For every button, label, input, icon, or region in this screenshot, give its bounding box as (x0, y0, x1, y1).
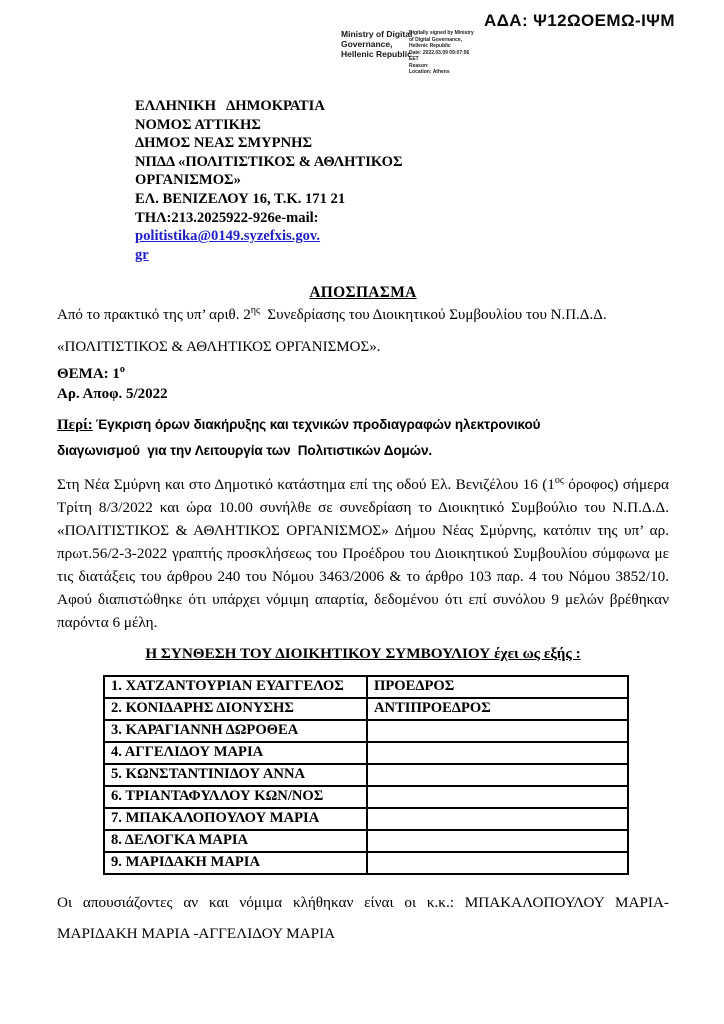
table-row (104, 830, 628, 852)
subject-text-line1: Έγκριση όρων διακήρυξης και τεχνικών προδιαγραφών ηλεκτρονικού (95, 417, 541, 432)
subject-label: Περί: (57, 417, 93, 433)
member-name-cell: 2. ΚΟΝΙΔΑΡΗΣ ΔΙΟΝΥΣΗΣ (104, 698, 367, 720)
table-row (104, 698, 628, 720)
table-row (104, 676, 628, 698)
subject-text-line2: διαγωνισμού για την Λειτουργία των Πολιτιστικών Δομών. (57, 443, 433, 458)
org-header-line: ΝΠΔΔ «ΠΟΛΙΤΙΣΤΙΚΟΣ & ΑΘΛΗΤΙΚΟΣ (135, 153, 403, 170)
intro-superscript: ης (250, 305, 260, 316)
member-role-cell (367, 808, 628, 830)
theme-superscript: ο (119, 364, 125, 375)
stamp-detail-line: EET (409, 56, 419, 62)
member-role-cell (367, 852, 628, 874)
document-title: ΑΠΟΣΠΑΣΜΑ (309, 284, 417, 301)
extract-intro-line2: «ΠΟΛΙΤΙΣΤΙΚΟΣ & ΑΘΛΗΤΙΚΟΣ ΟΡΓΑΝΙΣΜΟΣ». (57, 339, 381, 355)
digital-signature-stamp-details (409, 30, 499, 76)
member-role-cell (367, 720, 628, 742)
stamp-authority-line: Ministry of Digital (341, 29, 413, 39)
org-header-line: ΕΛ. ΒΕΝΙΖΕΛΟΥ 16, Τ.Κ. 171 21 (135, 190, 346, 207)
table-row (104, 786, 628, 808)
stamp-authority-line: Hellenic Republic (341, 49, 412, 60)
member-role-cell (367, 742, 628, 764)
member-name-cell: 7. ΜΠΑΚΑΛΟΠΟΥΛΟΥ ΜΑΡΙΑ (104, 808, 367, 830)
member-role-cell (367, 764, 628, 786)
member-role-cell: ΠΡΟΕΔΡΟΣ (367, 676, 628, 698)
org-header-line: ΝΟΜΟΣ ΑΤΤΙΚΗΣ (135, 116, 261, 133)
decision-number: Αρ. Αποφ. 5/2022 (57, 386, 168, 402)
stamp-detail-line: Reason: (409, 62, 429, 69)
intro-text: Συνεδρίασης του Διοικητικού Συμβουλίου του Ν.Π.Δ.Δ. (259, 307, 607, 323)
stamp-detail-line: of Digital Governance, (409, 36, 463, 43)
intro-text: Από το πρακτικό της υπ’ αριθ. 2 (57, 307, 251, 323)
session-superscript: ος (554, 474, 564, 486)
member-name-cell: 5. ΚΩΝΣΤΑΝΤΙΝΙΔΟΥ ΑΝΝΑ (104, 764, 367, 786)
subject-block (57, 412, 669, 464)
stamp-detail-line: Location: Athens (409, 69, 450, 75)
absent-members-paragraph (57, 891, 669, 945)
stamp-authority-line: Governance, (341, 39, 393, 50)
email-link[interactable] (135, 227, 470, 265)
table-row (104, 720, 628, 742)
org-header-line: ΔΗΜΟΣ ΝΕΑΣ ΣΜΥΡΝΗΣ (135, 135, 313, 152)
session-text: Στη Νέα Σμύρνη και στο Δημοτικό κατάστημα επί της οδού Ελ. Βενιζέλου 16 (1 (57, 476, 555, 493)
table-row (104, 742, 628, 764)
member-name-cell: 4. ΑΓΓΕΛΙΔΟΥ ΜΑΡΙΑ (104, 742, 367, 764)
theme-label: ΘΕΜΑ: 1 (57, 366, 120, 382)
stamp-detail-line: Date: 2022.03.09 09:07:56 (409, 49, 470, 56)
document-body (57, 284, 669, 945)
stamp-detail-line: Hellenic Republic (409, 43, 451, 49)
stamp-detail-line: Digitally signed by Ministry (409, 30, 474, 36)
member-role-cell: ΑΝΤΙΠΡΟΕΔΡΟΣ (367, 698, 628, 720)
member-name-cell: 1. ΧΑΤΖΑΝΤΟΥΡΙΑΝ ΕΥΑΓΓΕΛΟΣ (104, 676, 367, 698)
org-header-line: ΕΛΛΗΝΙΚΗ ΔΗΜΟΚΡΑΤΙΑ (135, 98, 325, 114)
session-paragraph (57, 473, 669, 634)
ada-code: ΑΔΑ: Ψ12ΩΟΕΜΩ-ΙΨΜ (484, 11, 675, 30)
member-name-cell: 3. ΚΑΡΑΓΙΑΝΝΗ ΔΩΡΟΘΕΑ (104, 720, 367, 742)
member-name-cell: 6. ΤΡΙΑΝΤΑΦΥΛΛΟΥ ΚΩΝ/ΝΟΣ (104, 786, 367, 808)
email-link-line2[interactable]: gr (135, 247, 149, 264)
board-members-table (103, 675, 629, 875)
table-row (104, 808, 628, 830)
absent-line1: Οι απουσιάζοντες αν και νόμιμα κλήθηκαν είναι οι κ.κ.: ΜΠΑΚΑΛΟΠΟΥΛΟΥ ΜΑΡΙΑ- (57, 894, 669, 911)
email-link-line1[interactable]: politistika@0149.syzefxis.gov. (135, 228, 321, 245)
absent-line2: ΜΑΡΙΔΑΚΗ ΜΑΡΙΑ -ΑΓΓΕΛΙΔΟΥ ΜΑΡΙΑ (57, 925, 336, 942)
org-header-line: ΟΡΓΑΝΙΣΜΟΣ» (135, 172, 241, 189)
member-role-cell (367, 830, 628, 852)
extract-intro-line1 (57, 307, 669, 324)
member-name-cell: 8. ΔΕΛΟΓΚΑ ΜΑΡΙΑ (104, 830, 367, 852)
composition-heading: Η ΣΥΝΘΕΣΗ ΤΟΥ ΔΙΟΙΚΗΤΙΚΟΥ ΣΥΜΒΟΥΛΙΟΥ έχει ως εξής : (145, 645, 581, 662)
table-row (104, 764, 628, 786)
org-header (135, 97, 470, 265)
org-header-line: ΤΗΛ:213.2025922-926e-mail: (135, 209, 319, 226)
table-row (104, 852, 628, 874)
member-role-cell (367, 786, 628, 808)
session-text: όροφος) σήμερα Τρίτη 8/3/2022 και ώρα 10.00 συνήλθε σε συνεδρίαση το Διοικητικό Συμβούλιο του Ν.Π.Δ.Δ. «ΠΟΛΙΤΙΣΤΙΚΟΣ & ΑΘΛΗΤΙΚΟΣ ΟΡΓΑΝΙΣΜΟΣ» Δήμου Νέας Σμύρνης, κατόπιν της υπ’ αρ. πρωτ.56/2-3-2022 γραπτής προσκλήσεως του Προέδρου του Διοικητικού Συμβουλίου σύμφωνα με τις διατάξεις του άρθρου 240 του Νόμου 3463/2006 & το άρθρο 103 παρ. 4 του Νόμου 3852/10. Αφού διαπιστώθηκε ότι υπάρχει νόμιμη απαρτία, δεδομένου ότι επί συνόλου 9 μελών βρέθηκαν παρόντα 6 μέλη. (57, 476, 669, 631)
theme-number (57, 366, 669, 383)
member-name-cell: 9. ΜΑΡΙΔΑΚΗ ΜΑΡΙΑ (104, 852, 367, 874)
